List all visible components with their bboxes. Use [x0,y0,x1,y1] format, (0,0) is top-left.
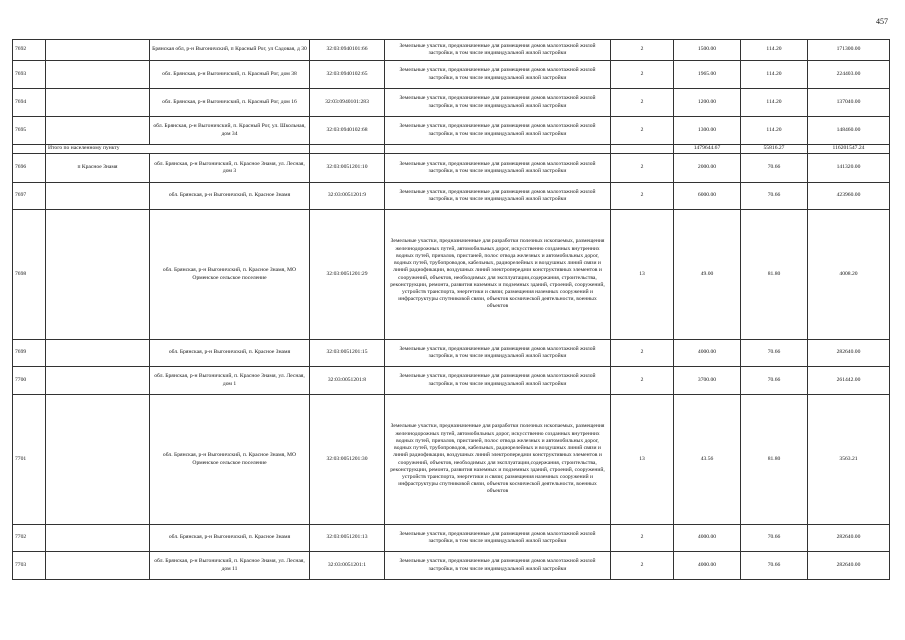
area-cell: 1300.00 [674,117,741,145]
area-cell: 6000.00 [674,183,741,210]
cadastral-number: 32:03:0940101:66 [310,40,385,61]
locality-cell [46,183,150,210]
row-number: 7701 [13,395,46,525]
land-use-cell: Земельные участки, предназначенные для разработки полезных ископаемых, размещения железнодорожных путей, автомобильных дорог, искусственно созданных внутренних водных путей, причалов, пристаней, полос отвода железных и автомобильных дорог, водных путей, трубопроводов, кабельных, радиорелейных и воздушных линий связи и линий радиофикации, воздушных линий электропередачи конструктивных элементов и сооружений, объектов, необходимых для эксплуатации,содержания, строительства, реконструкции, ремонта, развития наземных и подземных зданий, строений, сооружений, устройств транспорта, энергетики и связи; размещения наземных сооружений и инфраструктуры спутниковой связи, объектов космической деятельности, военных объектов [385,210,611,340]
rate-cell: 70.66 [741,525,808,552]
use-code: 2 [611,89,674,117]
use-code: 2 [611,154,674,183]
table-row [13,89,890,117]
locality-cell [46,552,150,580]
cadastral-number: 32:03:0940101:283 [310,89,385,117]
value-cell: 3563.21 [808,395,890,525]
land-use-cell: Земельные участки, предназначенные для разработки полезных ископаемых, размещения железнодорожных путей, автомобильных дорог, искусственно созданных внутренних водных путей, причалов, пристаней, полос отвода железных и автомобильных дорог, водных путей, трубопроводов, кабельных, радиорелейных и воздушных линий связи и линий радиофикации, воздушных линий электропередачи конструктивных элементов и сооружений, объектов, необходимых для эксплуатации,содержания, строительства, реконструкции, ремонта, развития наземных и подземных зданий, строений, сооружений, устройств транспорта, энергетики и связи; размещения наземных сооружений и инфраструктуры спутниковой связи, объектов космической деятельности, военных объектов [385,395,611,525]
rate-cell: 70.66 [741,367,808,395]
area-cell: 1200.00 [674,89,741,117]
row-number: 7693 [13,61,46,89]
total-row [13,145,890,154]
total-value: 116201547.24 [808,145,890,154]
area-cell: 43.56 [674,395,741,525]
land-registry-table [12,39,890,580]
value-cell: 224403.00 [808,61,890,89]
cadastral-number: 32:03:0051201:10 [310,154,385,183]
row-number: 7695 [13,117,46,145]
cadastral-number: 32:03:0051201:15 [310,340,385,367]
locality-name: п Красное Знамя [46,154,150,183]
rate-cell: 114.20 [741,117,808,145]
use-code: 2 [611,117,674,145]
total-area: 1479644.67 [674,145,741,154]
table-row [13,210,890,340]
use-code: 2 [611,61,674,89]
rate-cell: 114.20 [741,40,808,61]
land-use-cell: Земельные участки, предназначенные для размещения домов малоэтажной жилой застройки, в том числе индивидуальной жилой застройки [385,525,611,552]
area-cell: 4000.00 [674,552,741,580]
total-rate: 55816.27 [741,145,808,154]
cadastral-number: 32:03:0051201:8 [310,367,385,395]
row-number: 7694 [13,89,46,117]
use-code: 2 [611,340,674,367]
cadastral-number: 32:03:0940102:68 [310,117,385,145]
locality-cell [46,210,150,340]
total-label: Итого по населенному пункту [46,145,310,154]
rate-cell: 81.80 [741,395,808,525]
table-row [13,552,890,580]
table-row [13,61,890,89]
address-cell: обл. Брянская, р-н Выгоничский, п. Красный Рог, ул. Школьная, дом 34 [150,117,310,145]
area-cell: 3700.00 [674,367,741,395]
table-row [13,525,890,552]
row-number: 7696 [13,154,46,183]
area-cell: 2000.00 [674,154,741,183]
address-cell: Брянская обл, р-н Выгоничский, п Красный Рог, ул Садовая, д 30 [150,40,310,61]
locality-cell [46,117,150,145]
address-cell: обл. Брянская, р-н Выгоничский, п. Красное Знамя [150,340,310,367]
row-number: 7698 [13,210,46,340]
area-cell: 4000.00 [674,525,741,552]
locality-cell [46,525,150,552]
address-cell: обл. Брянская, р-н Выгоничский, п. Красное Знамя, ул. Лесная, дом 1 [150,367,310,395]
value-cell: 137040.00 [808,89,890,117]
table-row [13,183,890,210]
land-use-cell: Земельные участки, предназначенные для размещения домов малоэтажной жилой застройки, в том числе индивидуальной жилой застройки [385,40,611,61]
cadastral-number: 32:03:0051201:9 [310,183,385,210]
address-cell: обл. Брянская, р-н Выгоничский, п. Красное Знамя [150,525,310,552]
value-cell: 423960.00 [808,183,890,210]
total-empty [310,145,385,154]
land-use-cell: Земельные участки, предназначенные для размещения домов малоэтажной жилой застройки, в том числе индивидуальной жилой застройки [385,154,611,183]
land-use-cell: Земельные участки, предназначенные для размещения домов малоэтажной жилой застройки, в том числе индивидуальной жилой застройки [385,340,611,367]
table-row [13,40,890,61]
use-code: 2 [611,525,674,552]
cadastral-number: 32:03:0051201:30 [310,395,385,525]
land-use-cell: Земельные участки, предназначенные для размещения домов малоэтажной жилой застройки, в том числе индивидуальной жилой застройки [385,117,611,145]
value-cell: 282640.00 [808,552,890,580]
rate-cell: 114.20 [741,61,808,89]
table-row [13,340,890,367]
table-row [13,395,890,525]
row-number: 7692 [13,40,46,61]
land-use-cell: Земельные участки, предназначенные для размещения домов малоэтажной жилой застройки, в том числе индивидуальной жилой застройки [385,367,611,395]
locality-cell [46,340,150,367]
rate-cell: 81.80 [741,210,808,340]
use-code: 2 [611,367,674,395]
row-number: 7703 [13,552,46,580]
row-number: 7700 [13,367,46,395]
address-cell: обл. Брянская, р-н Выгоничский, п. Красное Знамя, ул. Лесная, дом 11 [150,552,310,580]
total-empty [385,145,611,154]
use-code: 13 [611,210,674,340]
rate-cell: 70.66 [741,183,808,210]
area-cell: 1500.00 [674,40,741,61]
address-cell: обл. Брянская, р-н Выгоничский, п. Красное Знамя [150,183,310,210]
land-use-cell: Земельные участки, предназначенные для размещения домов малоэтажной жилой застройки, в том числе индивидуальной жилой застройки [385,61,611,89]
address-cell: обл. Брянская, р-н Выгоничский, п. Красное Знамя, МО Орменское сельское поселение [150,210,310,340]
value-cell: 282640.00 [808,525,890,552]
address-cell: обл. Брянская, р-н Выгоничский, п. Красное Знамя, ул. Лесная, дом 3 [150,154,310,183]
use-code: 2 [611,183,674,210]
use-code: 2 [611,552,674,580]
total-empty [13,145,46,154]
address-cell: обл. Брянская, р-н Выгоничский, п. Красное Знамя, МО Орменское сельское поселение [150,395,310,525]
rate-cell: 70.66 [741,340,808,367]
area-cell: 1965.00 [674,61,741,89]
table-row [13,154,890,183]
rate-cell: 70.66 [741,154,808,183]
value-cell: 4008.20 [808,210,890,340]
land-use-cell: Земельные участки, предназначенные для размещения домов малоэтажной жилой застройки, в том числе индивидуальной жилой застройки [385,183,611,210]
row-number: 7697 [13,183,46,210]
value-cell: 148460.00 [808,117,890,145]
area-cell: 49.00 [674,210,741,340]
row-number: 7702 [13,525,46,552]
total-empty [611,145,674,154]
table-row [13,117,890,145]
cadastral-number: 32:03:0051201:29 [310,210,385,340]
address-cell: обл. Брянская, р-н Выгоничский, п. Красный Рог, дом 16 [150,89,310,117]
value-cell: 141320.00 [808,154,890,183]
cadastral-number: 32:03:0940102:65 [310,61,385,89]
address-cell: обл. Брянская, р-н Выгоничский, п. Красный Рог, дом 38 [150,61,310,89]
value-cell: 282640.00 [808,340,890,367]
locality-cell [46,89,150,117]
locality-cell [46,61,150,89]
use-code: 13 [611,395,674,525]
locality-cell [46,40,150,61]
locality-cell [46,395,150,525]
cadastral-number: 32:03:0051201:13 [310,525,385,552]
area-cell: 4000.00 [674,340,741,367]
use-code: 2 [611,40,674,61]
value-cell: 261442.00 [808,367,890,395]
value-cell: 171300.00 [808,40,890,61]
rate-cell: 114.20 [741,89,808,117]
rate-cell: 70.66 [741,552,808,580]
page-number: 457 [876,17,888,26]
locality-cell [46,367,150,395]
table-row [13,367,890,395]
land-use-cell: Земельные участки, предназначенные для размещения домов малоэтажной жилой застройки, в том числе индивидуальной жилой застройки [385,552,611,580]
cadastral-number: 32:03:0051201:1 [310,552,385,580]
land-use-cell: Земельные участки, предназначенные для размещения домов малоэтажной жилой застройки, в том числе индивидуальной жилой застройки [385,89,611,117]
row-number: 7699 [13,340,46,367]
